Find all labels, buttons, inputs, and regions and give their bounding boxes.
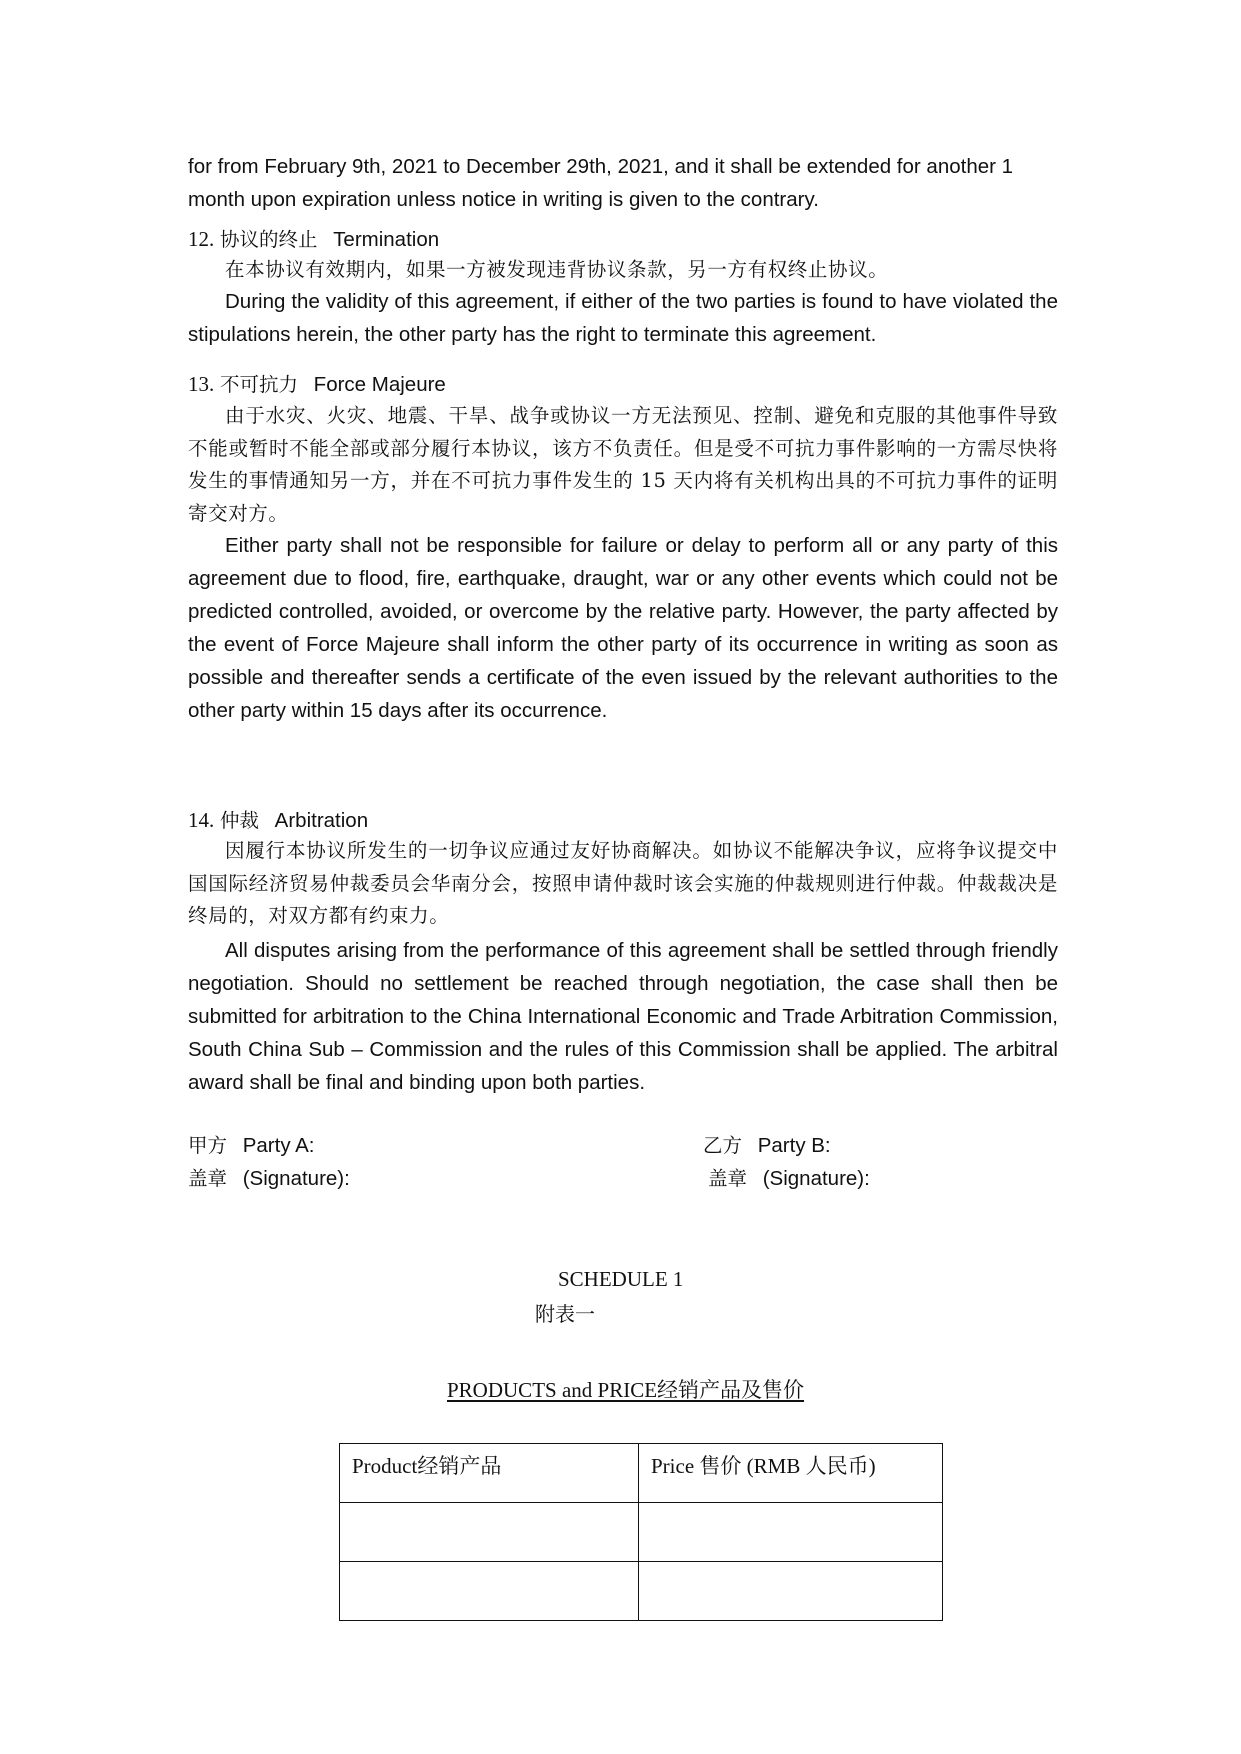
termination-paragraph-en: During the validity of this agreement, if either of the two parties is found to have violated the stipulations herein, the other party has the right to terminate this agreement. [188, 290, 1058, 346]
term-continuation-paragraph: for from February 9th, 2021 to December 29th, 2021, and it shall be extended for another 1 month upon expiration unless notice in writing is given to the contrary. [188, 155, 1014, 211]
products-price-table [339, 1443, 943, 1621]
table-row [340, 1562, 943, 1621]
signature-en: (Signature): [242, 1167, 350, 1190]
force-majeure-paragraph-en: Either party shall not be responsible for failure or delay to perform all or any party of this agreement due to flood, fire, earthquake, draught, war or any other events which could not be predicted controlled, avoided, or overcome by the relative party. However, the party affected by the event of Force Majeure shall inform the other party of its occurrence in writing as soon as possible and thereafter sends a certificate of the even issued by the relevant authorities to the other party within 15 days after its occurrence. [188, 534, 1058, 722]
section-title-en: Arbitration [274, 809, 369, 832]
table-cell [340, 1562, 639, 1621]
party-a-en: Party A: [242, 1134, 315, 1157]
table-cell [639, 1562, 943, 1621]
seal-zh: 盖章 [188, 1167, 228, 1190]
seal-zh: 盖章 [708, 1167, 748, 1190]
schedule-subtitle: PRODUCTS and PRICE经销产品及售价 [447, 1378, 805, 1402]
section-13-heading [188, 368, 1058, 401]
party-b-en: Party B: [757, 1134, 831, 1157]
section-number: 12. [188, 227, 215, 251]
party-a-label [188, 1130, 315, 1162]
arbitration-paragraph-zh: 因履行本协议所发生的一切争议应通过友好协商解决。如协议不能解决争议，应将争议提交中国国际经济贸易仲裁委员会华南分会，按照申请仲裁时该会实施的仲裁规则进行仲裁。仲裁裁决是终局的，对双方都有约束力。 [188, 839, 1058, 927]
section-title-en: Termination [333, 228, 440, 251]
table-row [340, 1503, 943, 1562]
section-number: 13. [188, 372, 215, 396]
section-title-en: Force Majeure [313, 373, 446, 396]
column-header-product: Product经销产品 [340, 1444, 639, 1503]
section-14-heading [188, 804, 1058, 837]
table-cell [340, 1503, 639, 1562]
force-majeure-paragraph-zh: 由于水灾、火灾、地震、干旱、战争或协议一方无法预见、控制、避免和克服的其他事件导致不能或暂时不能全部或部分履行本协议，该方不负责任。但是受不可抗力事件影响的一方需尽快将发生的事情通知另一方，并在不可抗力事件发生的 15 天内将有关机构出具的不可抗力事件的证明寄交对方。 [188, 404, 1058, 525]
section-title-zh: 仲裁 [219, 809, 259, 832]
section-title-zh: 协议的终止 [219, 228, 318, 251]
party-a-signature-label [188, 1163, 350, 1195]
signature-en: (Signature): [762, 1167, 870, 1190]
party-b-signature-label [708, 1163, 870, 1195]
table-cell [639, 1503, 943, 1562]
section-number: 14. [188, 808, 215, 832]
party-b-label [703, 1130, 831, 1162]
termination-paragraph-zh: 在本协议有效期内，如果一方被发现违背协议条款，另一方有权终止协议。 [225, 258, 889, 281]
party-a-zh: 甲方 [188, 1134, 228, 1157]
schedule-title: SCHEDULE 1 [558, 1267, 684, 1291]
table-header-row [340, 1444, 943, 1503]
party-b-zh: 乙方 [703, 1134, 743, 1157]
section-title-zh: 不可抗力 [219, 373, 298, 396]
schedule-title-zh: 附表一 [535, 1302, 595, 1326]
column-header-price: Price 售价 (RMB 人民币) [639, 1444, 943, 1503]
arbitration-paragraph-en: All disputes arising from the performance of this agreement shall be settled through friendly negotiation. Should no settlement be reached through negotiation, the case shall then be submitted for arbitration to the China International Economic and Trade Arbitration Commission, South China Sub – Commission and the rules of this Commission shall be applied. The arbitral award shall be final and binding upon both parties. [188, 939, 1058, 1094]
section-12-heading [188, 223, 1058, 256]
